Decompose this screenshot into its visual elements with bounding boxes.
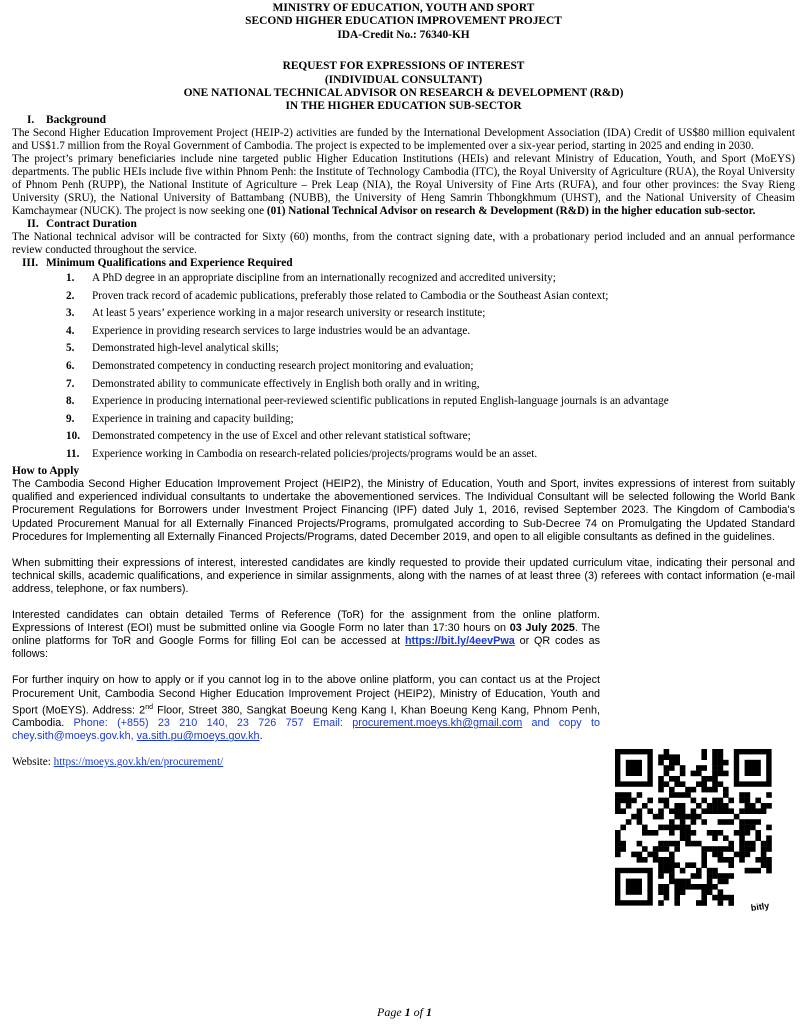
qualification-number: 11. — [66, 447, 80, 460]
section-number: III. — [22, 257, 39, 270]
apply-p4-text: For further inquiry on how to apply or if you cannot log in to the above online platform, you can contact us at the Project Procurement Unit, Cambodia Second Higher Education Improvement Project (HEIP2), Ministry of Education, Youth and Sport (MoEYS). Address: 2 — [12, 674, 600, 717]
apply-p3-text-3: or QR codes as follows: — [12, 635, 600, 661]
qualification-number: 4. — [66, 324, 75, 337]
qualification-text: Demonstrated competency in the use of Excel and other relevant statistical software; — [92, 430, 471, 443]
apply-paragraph-1: The Cambodia Second Higher Education Improvement Project (HEIP2), the Ministry of Education, Youth and Sport, invites expressions of interest from suitably qualified and experienced individual consultants to undertake the abovementioned services. The Individual Consultant will be selected following the World Bank Procurement Regulations for Borrowers under Investment Project Financing (IPF) dated July 1, 2016, revised September 2023. The Kingdom of Cambodia's Updated Procurement Manual for all Externally Financed Projects/Programs, promulgated according to Sub-Decree 74 on Promulgating the Updated Standard Procedures for Implementing all Externally Financed Projects/Programs, dated December 2019, and open to all eligible consultants as defined in the guidelines. — [12, 478, 795, 543]
qualification-text: Experience in training and capacity building; — [92, 412, 294, 425]
qualification-text: Proven track record of academic publications, preferably those related to Cambodia or the Southeast Asian context; — [92, 289, 609, 302]
qualification-item — [12, 413, 795, 426]
qualification-item — [12, 448, 795, 461]
how-to-apply-heading: How to Apply — [12, 465, 80, 478]
position-title: (01) National Technical Advisor on research & Development (R&D) in the higher education sub-sector. — [266, 205, 756, 218]
qualification-number: 10. — [66, 430, 80, 443]
qualification-text: Experience in providing research services to large industries would be an advantage. — [92, 324, 471, 337]
qualification-number: 1. — [66, 272, 75, 285]
title-line-4: IN THE HIGHER EDUCATION SUB-SECTOR — [285, 100, 522, 113]
section-number: II. — [27, 218, 39, 231]
qualification-item — [12, 378, 795, 391]
qualifications-list — [12, 272, 795, 461]
document-page — [12, 2, 795, 770]
floor-suffix: nd — [145, 703, 153, 711]
section-label: Background — [46, 113, 106, 126]
qualification-text: A PhD degree in an appropriate discipline from an internationally recognized and accredited university; — [92, 272, 556, 285]
deadline-date: 03 July 2025 — [509, 622, 575, 635]
project-name: SECOND HIGHER EDUCATION IMPROVEMENT PROJECT — [245, 15, 562, 28]
qualification-number: 9. — [66, 412, 75, 425]
background-paragraph-2-text: The project’s primary beneficiaries include nine targeted public Higher Education Institutions (HEIs) and relevant Ministry of Education, Youth, and Sport (MoEYS) departments. The public HEIs include five within Phnom Penh: the Institute of Technology Cambodia (ITC), the Royal University of Agriculture (RUA), the Royal University of Phnom Penh (RUPP), the National Institute of Agriculture – Prek Leap (NIA), the Royal University of Fine Arts (RUFA), and four other provinces: the Svay Rieng University (SRU), the National University of Battambang (NUBB), the University of Heng Samrin Thbongkhmum (UHST), and the National University of Cheasim Kamchaymear (NUCK). The project is now seeking one — [12, 152, 795, 218]
section-heading-contract — [27, 218, 795, 231]
apply-p4-end: . — [259, 730, 263, 743]
bitly-link[interactable]: https://bit.ly/4eevPwa — [404, 635, 515, 648]
footer-of-word: of — [410, 1005, 426, 1019]
apply-paragraph-2: When submitting their expressions of interest, interested candidates are kindly requested to provide their updated curriculum vitae, indicating their personal and technical skills, academic qualifications, and experience in similar assignments, along with the names of at least three (3) referees with contact information (e-mail address, telephone, or fax numbers). — [12, 556, 795, 595]
qualification-item — [12, 430, 795, 443]
qr-code-icon[interactable] — [613, 747, 775, 913]
page-footer — [0, 1005, 809, 1020]
credit-number: IDA-Credit No.: 76340-KH — [337, 28, 470, 41]
qualification-number: 7. — [66, 377, 75, 390]
qualification-number: 8. — [66, 395, 75, 408]
qualification-number: 2. — [66, 289, 75, 302]
footer-page-word: Page — [377, 1005, 405, 1019]
qualification-number: 6. — [66, 360, 75, 372]
section-label: Minimum Qualifications and Experience Required — [46, 257, 293, 270]
phone-text: Phone: (+855) 23 210 140, 23 726 757 Email: — [73, 717, 353, 730]
qualification-item — [12, 307, 795, 320]
qualification-text: Experience working in Cambodia on research-related policies/projects/programs would be an asset. — [92, 447, 538, 460]
document-title — [12, 60, 795, 114]
website-label: Website: — [12, 756, 54, 769]
qualification-text: At least 5 years’ experience working in a major research university or research institute; — [92, 307, 486, 320]
title-line-2: (INDIVIDUAL CONSULTANT) — [324, 73, 483, 86]
apply-p3-text-2: . The online platforms for ToR and Google Forms for filling EoI can be accessed at — [12, 622, 600, 648]
qualification-item — [12, 342, 795, 355]
section-number: I. — [27, 113, 35, 126]
section-label: Contract Duration — [46, 218, 137, 231]
title-line-3: ONE NATIONAL TECHNICAL ADVISOR ON RESEARCH & DEVELOPMENT (R&D) — [183, 87, 624, 100]
qualification-item — [12, 395, 795, 408]
ministry-name: MINISTRY OF EDUCATION, YOUTH AND SPORT — [272, 2, 535, 14]
background-paragraph-1: The Second Higher Education Improvement Project (HEIP-2) activities are funded by the International Development Association (IDA) Credit of US$80 million equivalent and US$1.7 million from the Royal Government of Cambodia. The project is expected to be implemented over a six-year period, starting in 2025 and ending in 2030. — [12, 126, 795, 152]
background-paragraph-2 — [12, 153, 795, 218]
email-link-procurement[interactable]: procurement.moeys.kh@gmail.com — [352, 717, 523, 730]
title-line-1: REQUEST FOR EXPRESSIONS OF INTEREST — [282, 60, 525, 73]
copy-text: and copy to chey.sith@moeys.gov.kh, — [12, 717, 601, 743]
section-heading-background — [27, 114, 795, 127]
qualification-item — [12, 325, 795, 338]
apply-p4-address: Floor, Street 380, Sangkat Boeung Keng Kang I, Khan Boeung Keng Kang, Phnom Penh, Cambodia. — [12, 704, 600, 730]
bitly-brand: bitly — [750, 900, 770, 913]
qualification-number: 5. — [66, 342, 75, 355]
section-heading-qualifications — [22, 257, 795, 270]
contract-paragraph: The National technical advisor will be contracted for Sixty (60) months, from the contract signing date, with a probationary period included and an annual performance review conducted throughout the service. — [12, 231, 795, 257]
apply-paragraph-4 — [12, 674, 600, 743]
qualification-number: 3. — [66, 307, 75, 320]
qualification-item — [12, 360, 795, 373]
qualification-text: Demonstrated competency in conducting research project monitoring and evaluation; — [92, 360, 474, 372]
website-link[interactable]: https://moeys.gov.kh/en/procurement/ — [53, 756, 224, 769]
footer-page-total: 1 — [426, 1005, 432, 1019]
qualification-item — [12, 272, 795, 285]
how-to-apply-body — [12, 478, 795, 769]
document-header — [12, 2, 795, 42]
email-link-vasith[interactable]: va.sith.pu@moeys.gov.kh — [136, 730, 260, 743]
qualification-item — [12, 290, 795, 303]
qualification-text: Demonstrated ability to communicate effectively in English both orally and in writing, — [92, 377, 480, 390]
qualification-text: Experience in producing international peer-reviewed scientific publications in reputed English-language journals is an advantage — [92, 395, 669, 408]
apply-paragraph-3 — [12, 609, 600, 661]
footer-page-number: 1 — [404, 1005, 411, 1019]
apply-p3-text: Interested candidates can obtain detailed Terms of Reference (ToR) for the assignment from the online platform. Expressions of Interest (EOI) must be submitted online via Google Form no later than 17:30 hours on — [12, 609, 600, 635]
qualification-text: Demonstrated high-level analytical skills; — [92, 342, 279, 355]
